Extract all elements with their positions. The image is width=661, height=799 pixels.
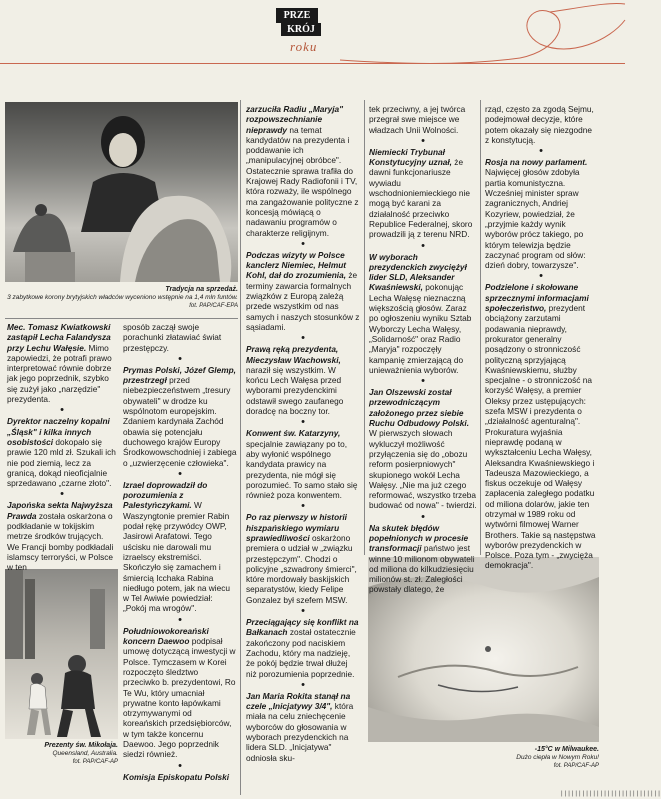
- article-c3-4: [246, 512, 360, 605]
- separator-dot: •: [539, 145, 543, 158]
- article-text: została oskarżona o podkładanie w tokijskim metrze środków trujących. We Francji bomby podkładali islamscy terroryści, w Polsce w ten: [7, 510, 114, 573]
- article-c3-6: [246, 691, 360, 763]
- crowns-credit: fot. PAP/CAF-EPA: [189, 303, 238, 309]
- article-c2-0: [123, 322, 237, 353]
- article-lead: Japońska sekta Najwyższa Prawda: [7, 500, 113, 521]
- article-c2-2: [123, 480, 237, 614]
- article-c2-4: [123, 772, 237, 782]
- column-2: [123, 322, 237, 783]
- crowns-caption-text: 3 zabytkowe korony brytyjskich władców wyceniono wstępnie na 1,4 mln funtów.: [7, 294, 238, 301]
- article-lead: Dyrektor naczelny kopalni „Śląsk" i kilka innych osobistości: [7, 416, 110, 447]
- logo-box-top: PRZE: [276, 8, 318, 23]
- separator-dot: •: [421, 239, 425, 252]
- article-text: W pierwszych słowach wykluczył możliwość przyłączenia się do „obozu reform posierpniowych" skupionego wokół Lecha Wałęsy. „Nie ma już czego reformować, wszystko trzeba budować od nowa" - twierdzi.: [369, 428, 477, 511]
- article-lead: Jan Olszewski został przewodniczącym założonego przez siebie Ruchu Odbudowy Polski.: [369, 387, 470, 429]
- milwaukee-caption-title: -15°C w Milwaukee.: [534, 746, 599, 753]
- article-lead: Mec. Tomasz Kwiatkowski zastąpił Lecha Falandysza przy Lechu Wałęsie.: [7, 322, 111, 353]
- column-rule-1: [240, 100, 241, 795]
- article-text: tek przeciwny, a jej twórca przegrał swe miejsce we władzach Unii Wolności.: [369, 104, 466, 135]
- column-rule-2: [364, 100, 365, 555]
- milwaukee-caption: [368, 746, 599, 770]
- article-c1-0: [7, 322, 117, 404]
- header-rule: [0, 63, 625, 64]
- article-c5-1: [485, 157, 597, 270]
- santa-credit: fot. PAP/CAF-AP: [72, 759, 118, 765]
- separator-dot: •: [178, 467, 182, 480]
- article-text: która miała na celu zniechęcenie wyborców do głosowania w wyborach prezydenckich na lidera SLD. „Inicjatywa" odniosła sku-: [246, 701, 354, 763]
- santa-caption-text: Queensland, Australia.: [52, 750, 118, 757]
- decorative-swoosh: [340, 0, 625, 70]
- separator-dot: •: [301, 678, 305, 691]
- article-lead: Podczas wizyty w Polsce kanclerz Niemiec, Helmut Kohl, dał do zrozumienia,: [246, 249, 347, 281]
- crowns-caption-title: Tradycja na sprzedaż.: [165, 286, 238, 293]
- article-text: został ostatecznie zakończony pod naciskiem Zachodu, który ma nadzieję, że pokój będzie trwał dłużej niż porozumienia poprzednie.: [246, 627, 356, 679]
- article-lead: Izrael doprowadził do porozumienia z Palestyńczykami.: [123, 479, 208, 511]
- santa-photo: [5, 569, 118, 739]
- article-text: na temat kandydatów na prezydenta i poddawanie ich „manipulacyjnej obróbce". Ostatecznie sprawa trafiła do Krajowej Rady Radiofonii i TV, która rozważy, ile wspólnego ma zangażowanie polityczne z koncesją mówiącą o nadawaniu programów o charakterze religijnym.: [246, 124, 359, 238]
- separator-dot: •: [301, 237, 305, 250]
- crowns-photo: [5, 102, 238, 282]
- article-text: Mimo zapowiedzi, że potrafi prawo interpretować równie dobrze jak jego poprzednik, szybko się zużył jako „narzędzie" prezydenta.: [7, 342, 112, 405]
- article-text: W Waszyngtonie premier Rabin podał rękę przywódcy OWP, Jasirowi Arafatowi. Tego uścisku nie darowali mu izraelscy ekstremiści. Skończyło się zamachem i śmiercią Icchaka Rabina niedługo potem, jak na wiecu w Tel Awiwie powiedział: „Pokój ma wrogów".: [123, 500, 231, 614]
- separator-dot: •: [301, 605, 305, 618]
- milwaukee-credit: fot. PAP/CAF-AP: [553, 763, 599, 769]
- crowns-image: [5, 102, 238, 282]
- article-c4-0: [369, 104, 477, 135]
- article-text: rząd, często za zgodą Sejmu, podejmował decyzje, które potem okazały się niezgodne z konstytucją.: [485, 104, 594, 145]
- column-3: [246, 104, 360, 764]
- separator-dot: •: [178, 613, 182, 626]
- column-rule-3: [480, 100, 481, 555]
- article-text: Najwięcej głosów zdobyła partia komunistyczna. Wcześniej minister spraw zagranicznych, Andriej Kozyriew, powiedział, że „przyjmie każdy wynik wyborów prócz takiego, po którym telewizja będzie zaczynać program od słów: dzień dobry, towarzysze".: [485, 167, 586, 271]
- article-lead: Podzielone i skołowane sprzecznymi informacjami społeczeństwo,: [485, 282, 589, 314]
- article-c3-1: [246, 250, 360, 332]
- separator-dot: •: [301, 500, 305, 513]
- article-lead: Konwent św. Katarzyny,: [246, 428, 341, 439]
- article-text: sposób zaczął swoje porachunki złatawiać świat przestępczy.: [123, 322, 222, 353]
- article-text: że dawni funkcjonariusze wywiadu wschodnioniemieckiego nie mogą być karani za działalność przeciwko Republice Federalnej, skoro prowadzili ją z terenu NRD.: [369, 157, 473, 240]
- article-c3-0: [246, 104, 360, 238]
- article-lead: Po raz pierwszy w historii hiszpańskiego wymiaru sprawiedliwości: [246, 512, 347, 543]
- milwaukee-caption-text: Dużo ciepła w Nowym Roku!: [516, 754, 599, 761]
- separator-dot: •: [301, 416, 305, 429]
- santa-caption: [5, 742, 118, 766]
- article-c3-3: [246, 428, 360, 500]
- article-c4-3: [369, 387, 477, 511]
- separator-dot: •: [60, 488, 64, 501]
- article-lead: zarzuciła Radiu „Maryja" rozpowszechnianie nieprawdy: [246, 104, 344, 135]
- article-c2-1: [123, 365, 237, 468]
- article-lead: W wyborach prezydenckich zwyciężył lider SLD, Aleksander Kwaśniewski,: [369, 251, 467, 293]
- column-1: [7, 322, 117, 574]
- article-lead: Jan Maria Rokita stanął na czele „Inicjatywy 3/4",: [246, 690, 351, 712]
- separator-dot: •: [178, 759, 182, 772]
- footer-barcode: ||||||||||||||||||||||||||||: [560, 790, 661, 797]
- article-text: oskarżono premiera o udział w „związku przestępczym". Chodzi o policyjne „szwadrony śmierci", które mordowały baskijskich separatystów, kiedy Felipe Gonzalez był szefem MSW.: [246, 532, 357, 605]
- article-lead: Południowokoreański koncern Daewoo: [123, 625, 209, 647]
- article-lead: Niemiecki Trybunał Konstytucyjny uznał,: [369, 146, 452, 168]
- article-text: że terminy zawarcia formalnych związków z Europą zależą przede wszystkim od nas samych i naszych stosunków z sąsiadami.: [246, 270, 360, 332]
- separator-dot: •: [539, 270, 543, 283]
- article-text: podpisał umowę dotyczącą inwestycji w Polsce. Tymczasem w Korei rozpoczęto śledztwo przeciwko b. prezydentowi, Ro Te Wu, który umacniał prywatne konto łapówkami otrzymywanymi od koreańskich przedsiębiorców, w tym także koncernu Daewoo. Jego poprzednik siedzi również.: [123, 636, 236, 760]
- separator-dot: •: [178, 352, 182, 365]
- separator-dot: •: [421, 375, 425, 388]
- photo-divider-rule: [5, 318, 238, 319]
- article-text: przed niebezpieczeństwem „tresury obywateli" w drodze ku wspólnotom europejskim. Zdaniem kardynała Zachód obawia się potencjału duchowego krajów Europy Środkowowschodniej i zabiega o „uzwierzęcenie człowieka".: [123, 375, 237, 468]
- article-text: państwo jest winne 10 milionom obywateli od miliona do kilkudziesięciu milionów st. zł. Zaległości powstały dlatego, że: [369, 543, 475, 595]
- logo-subtitle: roku: [290, 39, 318, 54]
- article-lead: Prawą ręką prezydenta, Mieczysław Wachowski,: [246, 344, 341, 365]
- column-5: [485, 104, 597, 572]
- article-c1-2: [7, 500, 117, 572]
- article-text: specjalnie zawiązany po to, aby wyłonić wspólnego kandydata prawicy na prezydenta, nie mógł się porozumieć. To samo stało się również poza konwentem.: [246, 438, 358, 501]
- article-c4-4: [369, 523, 477, 595]
- article-lead: Na skutek błędów popełnionych w procesie transformacji: [369, 522, 469, 554]
- crowns-caption: [5, 286, 238, 310]
- separator-dot: •: [421, 134, 425, 147]
- article-text: pokonując Lecha Wałęsę nieznaczną większością głosów. Zaraz po ogłoszeniu wyniku Sztab Wyborczy Lecha Wałęsy, „Solidarność" oraz Radio „Maryja" rozpoczęły kampanię zmierzającą do unieważnienia wyborów.: [369, 282, 472, 375]
- article-lead: Prymas Polski, Józef Glemp, przestrzegł: [123, 364, 236, 386]
- article-text: dokopało się prawie 120 mld zł. Szukali ich nie pod ziemią, lecz za granicą, dokąd nieoficjalnie sprzedawano „czarne złoto".: [7, 436, 116, 489]
- article-lead: Komisja Episkopatu Polski: [123, 771, 230, 782]
- article-c1-1: [7, 416, 117, 488]
- article-text: naraził się wszystkim. W końcu Lech Wałęsa przed wyborami prezydenckimi odstawił swego zaufanego doradcę na boczny tor.: [246, 364, 344, 417]
- separator-dot: •: [301, 332, 305, 345]
- article-lead: Rosja na nowy parlament.: [485, 157, 588, 168]
- column-4: [369, 104, 477, 596]
- article-c4-2: [369, 252, 477, 376]
- separator-dot: •: [421, 510, 425, 523]
- article-c5-2: [485, 282, 597, 570]
- santa-caption-title: Prezenty św. Mikołaja.: [44, 742, 118, 749]
- article-c3-5: [246, 617, 360, 679]
- article-lead: Przeciągający się konflikt na Bałkanach: [246, 617, 359, 638]
- section-logo: [276, 6, 344, 60]
- separator-dot: •: [60, 404, 64, 417]
- article-c4-1: [369, 147, 477, 240]
- article-text: prezydent obciążony zarzutami podawania nieprawdy, prokurator generalny posądzony o stronniczość polityczną sprzyjającą Kwaśniewskiemu, służby specjalne - o stronniczość na korzyść Wałęsy, a premier Oleksy przez ustępujących: szefa MSW i prezydenta o „działalność agenturalną". Prokuratura wyjaśnia nieprawdę podaną w wykształceniu Lecha Wałęsy, Aleksandra Kwaśniewskiego i Tadeusza Mazowieckiego, a fiskus oczekuje od Wałęsy zapłacenia zaległego podatku od miliona dolarów, jakie ten otrzymał w 1989 roku od wytwórni filmowej Warner Brothers. Takie są następstwa wyborów prezydenckich w Polsce. Poza tym - „zwycięża demokracja".: [485, 303, 596, 571]
- article-c5-0: [485, 104, 597, 145]
- article-c2-3: [123, 626, 237, 760]
- article-c3-2: [246, 344, 360, 416]
- santa-image: [5, 569, 118, 739]
- logo-box-bottom: KRÓJ: [281, 23, 321, 36]
